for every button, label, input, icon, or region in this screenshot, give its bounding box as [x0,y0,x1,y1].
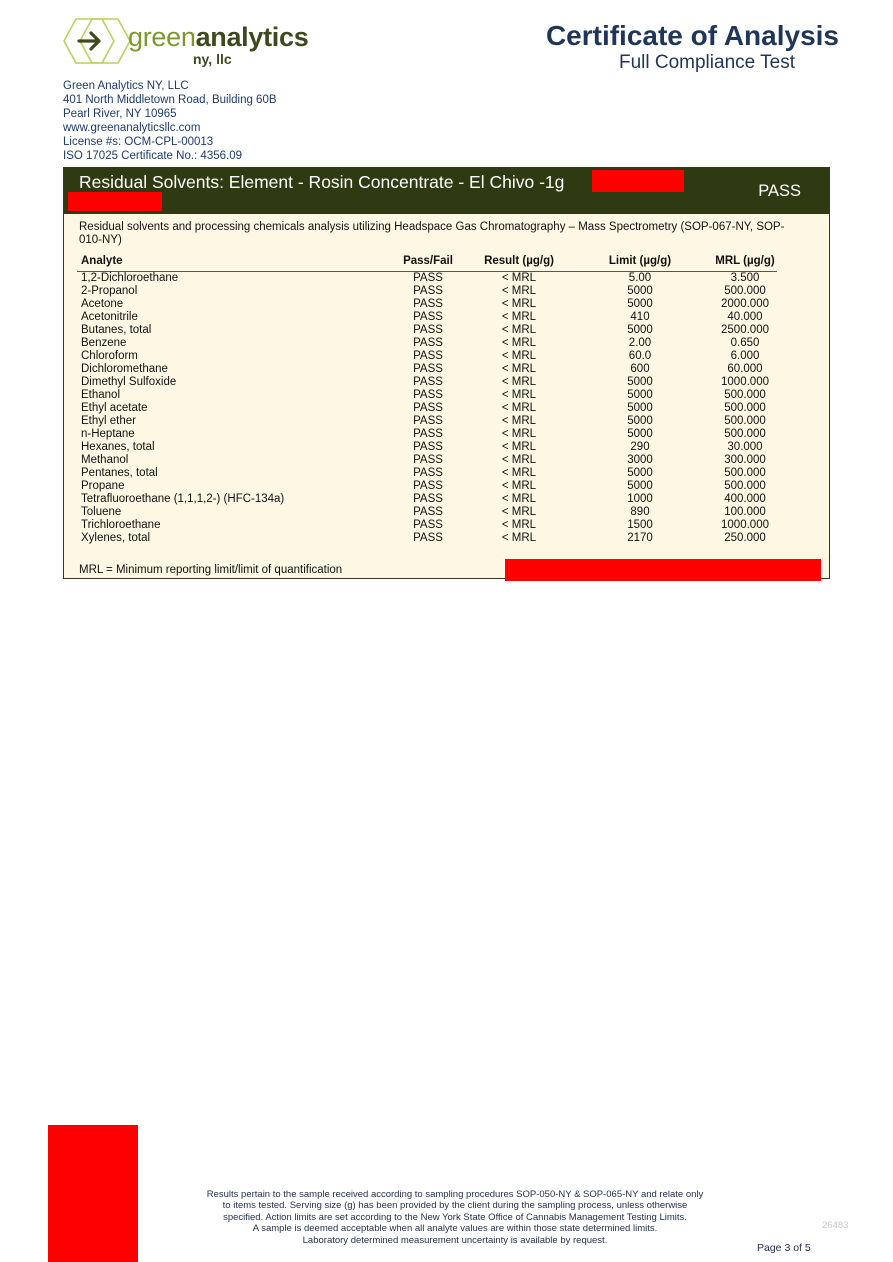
redaction-block [68,192,162,211]
pass-fail-value: PASS [413,506,443,518]
table-row [77,480,777,493]
mrl-footnote: MRL = Minimum reporting limit/limit of quantification [79,564,343,576]
analyte-name: Trichloroethane [81,519,161,531]
pass-fail-value: PASS [413,415,443,427]
analyte-name: Propane [81,480,125,492]
table-row [77,441,777,454]
limit-value: 5000 [627,428,653,440]
address-street: 401 North Middletown Road, Building 60B [63,94,277,106]
analyte-name: 2-Propanol [81,285,138,297]
mrl-value: 1000.000 [721,519,769,531]
mrl-value: 100.000 [724,506,766,518]
analyte-name: Butanes, total [81,324,152,336]
result-value: < MRL [501,311,537,323]
table-row [77,285,777,298]
footer-disclaimer [175,1189,735,1246]
analyte-name: Pentanes, total [81,467,158,479]
analyte-name: Tetrafluoroethane (1,1,1,2-) (HFC-134a) [81,493,285,505]
table-row [77,272,777,285]
limit-value: 60.0 [628,350,652,362]
limit-value: 2.00 [628,337,652,349]
mrl-value: 2000.000 [721,298,769,310]
analyte-name: Hexanes, total [81,441,155,453]
table-row [77,415,777,428]
limit-value: 5000 [627,467,653,479]
result-value: < MRL [501,350,537,362]
analyte-name: Benzene [81,337,127,349]
result-value: < MRL [501,532,537,544]
table-row [77,467,777,480]
lab-address [63,79,277,163]
pass-fail-value: PASS [413,389,443,401]
pass-fail-value: PASS [413,454,443,466]
mrl-value: 60.000 [727,363,763,375]
address-website[interactable]: www.greenanalyticsllc.com [63,122,201,134]
analyte-name: Dimethyl Sulfoxide [81,376,177,388]
mrl-value: 2500.000 [721,324,769,336]
mrl-value: 500.000 [724,389,766,401]
limit-value: 5000 [627,285,653,297]
table-row [77,363,777,376]
title-sub: Full Compliance Test [618,52,795,73]
analyte-name: Methanol [81,454,129,466]
analyte-name: Ethyl acetate [81,402,148,414]
table-row [77,493,777,506]
limit-value: 890 [630,506,650,518]
document-number: 26483 [822,1220,849,1231]
mrl-value: 500.000 [724,285,766,297]
table-row [77,376,777,389]
mrl-value: 500.000 [724,415,766,427]
limit-value: 5000 [627,298,653,310]
limit-value: 5000 [627,480,653,492]
pass-fail-value: PASS [413,285,443,297]
table-row [77,402,777,415]
limit-value: 1500 [627,519,653,531]
analyte-name: Dichloromethane [81,363,168,375]
pass-fail-value: PASS [413,402,443,414]
pass-fail-value: PASS [413,363,443,375]
mrl-value: 30.000 [727,441,763,453]
section-header [64,168,829,214]
analyte-name: 1,2-Dichloroethane [81,272,179,284]
table-row [77,532,777,545]
page-number: Page 3 of 5 [757,1242,811,1254]
analyte-name: Xylenes, total [81,532,151,544]
title-main: Certificate of Analysis [545,20,839,51]
pass-fail-value: PASS [413,350,443,362]
result-value: < MRL [501,376,537,388]
result-value: < MRL [501,467,537,479]
col-mrl: MRL (µg/g) [715,255,775,267]
pass-fail-value: PASS [413,324,443,336]
redaction-block [592,170,684,192]
mrl-value: 500.000 [724,428,766,440]
section-title: Residual Solvents: Element - Rosin Concentrate - El Chivo -1g [79,172,565,192]
result-value: < MRL [501,363,537,375]
col-analyte: Analyte [81,255,123,267]
table-row [77,350,777,363]
pass-fail-value: PASS [413,441,443,453]
pass-fail-value: PASS [413,493,443,505]
table-row [77,454,777,467]
pass-fail-value: PASS [413,532,443,544]
footer-line: Laboratory determined measurement uncertainty is available by request. [302,1234,608,1246]
pass-fail-value: PASS [413,428,443,440]
result-value: < MRL [501,272,537,284]
limit-value: 410 [630,311,650,323]
mrl-value: 400.000 [724,493,766,505]
mrl-value: 300.000 [724,454,766,466]
mrl-value: 250.000 [724,532,766,544]
col-result: Result (µg/g) [484,255,554,267]
pass-fail-value: PASS [413,480,443,492]
result-value: < MRL [501,428,537,440]
pass-fail-value: PASS [413,376,443,388]
mrl-value: 3.500 [730,272,760,284]
result-value: < MRL [501,441,537,453]
table-row [77,428,777,441]
table-row [77,337,777,350]
limit-value: 1000 [627,493,653,505]
logo-word-analytics: analytics [195,22,309,52]
redaction-block [505,559,821,581]
address-company: Green Analytics NY, LLC [63,80,189,92]
table-row [77,506,777,519]
result-value: < MRL [501,480,537,492]
table-row [77,324,777,337]
analyte-name: Ethanol [81,389,121,401]
address-iso-cert: ISO 17025 Certificate No.: 4356.09 [63,150,242,162]
result-value: < MRL [501,519,537,531]
limit-value: 5.00 [628,272,652,284]
logo-word-green: green [128,22,196,52]
pass-fail-value: PASS [413,467,443,479]
footer-line: A sample is deemed acceptable when all analyte values are within those state determined limits. [252,1223,658,1235]
table-row [77,389,777,402]
table-header [77,255,777,272]
limit-value: 290 [630,441,650,453]
results-table-body [77,272,777,545]
analyte-name: Acetonitrile [81,311,138,323]
address-license: License #s: OCM-CPL-00013 [63,136,214,148]
result-value: < MRL [501,454,537,466]
logo-wordmark [128,22,308,52]
section-description: Residual solvents and processing chemicals analysis utilizing Headspace Gas Chromatography – Mass Spectrometry (SOP-067-NY, SOP-010-NY) [79,221,785,246]
table-row [77,298,777,311]
result-value: < MRL [501,337,537,349]
col-limit: Limit (µg/g) [608,255,672,267]
logo-subtitle: ny, llc [193,51,232,67]
mrl-value: 40.000 [727,311,763,323]
result-value: < MRL [501,402,537,414]
pass-fail-value: PASS [413,298,443,310]
mrl-value: 500.000 [724,467,766,479]
result-value: < MRL [501,298,537,310]
table-row [77,519,777,532]
result-value: < MRL [501,285,537,297]
limit-value: 5000 [627,415,653,427]
logo-hexagon-arrow-icon [62,10,132,72]
mrl-value: 500.000 [724,402,766,414]
footer-line: Results pertain to the sample received according to sampling procedures SOP-050-NY & SOP-065-NY and relate only [206,1189,704,1200]
limit-value: 5000 [627,376,653,388]
result-value: < MRL [501,389,537,401]
limit-value: 5000 [627,324,653,336]
redaction-block [48,1125,138,1262]
result-value: < MRL [501,506,537,518]
section-status-badge: PASS [758,182,801,200]
result-value: < MRL [501,415,537,427]
mrl-value: 500.000 [724,480,766,492]
mrl-value: 6.000 [730,350,760,362]
mrl-value: 1000.000 [721,376,769,388]
pass-fail-value: PASS [413,311,443,323]
footer-line: specified. Action limits are set according to the New York State Office of Cannabis Management Testing Limits. [223,1211,687,1223]
company-logo [62,10,309,72]
result-value: < MRL [501,324,537,336]
residual-solvents-section [63,167,830,579]
pass-fail-value: PASS [413,272,443,284]
limit-value: 5000 [627,389,653,401]
result-value: < MRL [501,493,537,505]
mrl-value: 0.650 [730,337,760,349]
footer-line: to items tested. Serving size (g) has been provided by the client during the sampling process, unless otherwise [222,1200,688,1212]
analyte-name: Acetone [81,298,124,310]
limit-value: 5000 [627,402,653,414]
limit-value: 600 [630,363,650,375]
analyte-name: Ethyl ether [81,415,136,427]
limit-value: 2170 [627,532,653,544]
analyte-name: Chloroform [81,350,138,362]
document-title [546,20,839,74]
analyte-name: Toluene [81,506,122,518]
col-pass-fail: Pass/Fail [403,255,453,267]
limit-value: 3000 [627,454,653,466]
address-city: Pearl River, NY 10965 [63,108,177,120]
analyte-name: n-Heptane [81,428,135,440]
pass-fail-value: PASS [413,519,443,531]
pass-fail-value: PASS [413,337,443,349]
table-row [77,311,777,324]
